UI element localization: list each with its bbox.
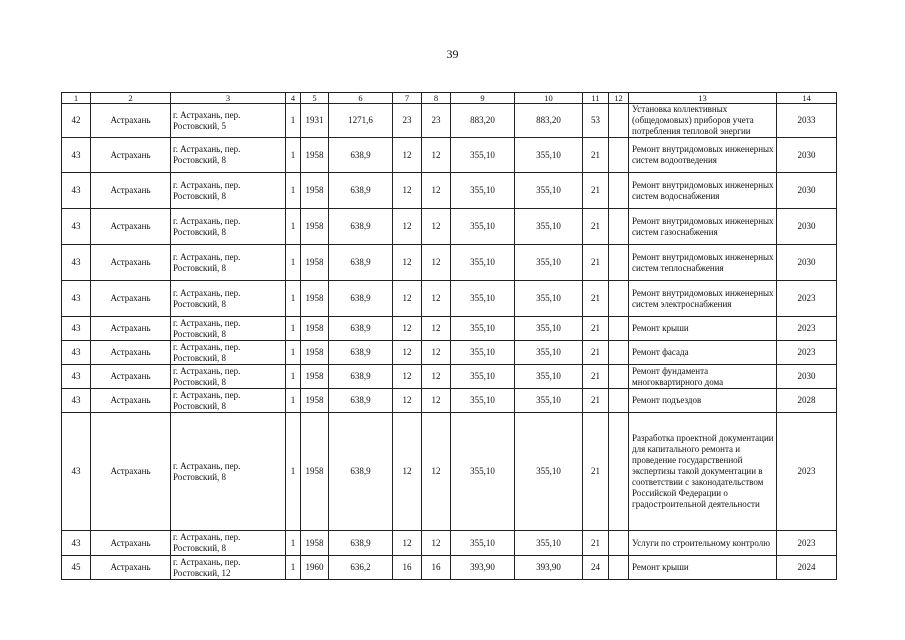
area-cell: 638,9 [329,531,393,556]
year-cell: 1960 [301,556,329,580]
col8-cell: 12 [422,173,451,209]
col9-cell: 355,10 [451,531,515,556]
work-type-cell: Ремонт внутридомовых инженерных систем газоснабжения [629,209,777,245]
row-number-cell: 43 [62,413,91,531]
col7-cell: 12 [393,531,422,556]
col4-cell: 1 [286,173,301,209]
table-row [62,104,837,138]
deadline-cell: 2030 [777,173,837,209]
table-row [62,365,837,389]
area-cell: 636,2 [329,556,393,580]
col8-cell: 12 [422,341,451,365]
column-number-header: 13 [629,93,777,104]
year-cell: 1958 [301,365,329,389]
row-number-cell: 43 [62,173,91,209]
area-cell: 638,9 [329,245,393,281]
col8-cell: 12 [422,281,451,317]
deadline-cell: 2030 [777,138,837,173]
city-cell: Астрахань [91,281,171,317]
col10-cell: 355,10 [515,173,583,209]
year-cell: 1958 [301,341,329,365]
city-cell: Астрахань [91,531,171,556]
col7-cell: 12 [393,389,422,413]
city-cell: Астрахань [91,317,171,341]
year-cell: 1958 [301,531,329,556]
col7-cell: 12 [393,413,422,531]
col12-cell [609,531,629,556]
col8-cell: 12 [422,245,451,281]
table-row [62,173,837,209]
deadline-cell: 2023 [777,341,837,365]
col12-cell [609,281,629,317]
year-cell: 1958 [301,317,329,341]
deadline-cell: 2024 [777,556,837,580]
row-number-cell: 43 [62,365,91,389]
address-cell: г. Астрахань, пер. Ростовский, 8 [171,209,286,245]
col11-cell: 21 [583,138,609,173]
deadline-cell: 2023 [777,317,837,341]
col10-cell: 355,10 [515,389,583,413]
col7-cell: 16 [393,556,422,580]
col7-cell: 12 [393,341,422,365]
table-row [62,317,837,341]
deadline-cell: 2030 [777,209,837,245]
column-number-header: 3 [171,93,286,104]
table-row [62,245,837,281]
table-row [62,138,837,173]
col11-cell: 21 [583,317,609,341]
city-cell: Астрахань [91,245,171,281]
col4-cell: 1 [286,245,301,281]
col8-cell: 12 [422,209,451,245]
year-cell: 1958 [301,138,329,173]
city-cell: Астрахань [91,138,171,173]
page-number: 39 [446,47,459,61]
city-cell: Астрахань [91,365,171,389]
col10-cell: 355,10 [515,365,583,389]
deadline-cell: 2023 [777,413,837,531]
row-number-cell: 42 [62,104,91,138]
col8-cell: 12 [422,413,451,531]
col12-cell [609,173,629,209]
table-row [62,531,837,556]
address-cell: г. Астрахань, пер. Ростовский, 5 [171,104,286,138]
table-row [62,413,837,531]
column-number-header: 8 [422,93,451,104]
work-type-cell: Ремонт подъездов [629,389,777,413]
work-type-cell: Ремонт внутридомовых инженерных систем водоотведения [629,138,777,173]
column-number-header: 6 [329,93,393,104]
row-number-cell: 43 [62,209,91,245]
area-cell: 638,9 [329,317,393,341]
col4-cell: 1 [286,138,301,173]
table-row [62,281,837,317]
col11-cell: 53 [583,104,609,138]
col10-cell: 355,10 [515,317,583,341]
column-number-header: 11 [583,93,609,104]
col4-cell: 1 [286,317,301,341]
column-number-header: 10 [515,93,583,104]
col7-cell: 12 [393,281,422,317]
col10-cell: 355,10 [515,245,583,281]
address-cell: г. Астрахань, пер. Ростовский, 8 [171,138,286,173]
deadline-cell: 2030 [777,365,837,389]
col4-cell: 1 [286,389,301,413]
col8-cell: 23 [422,104,451,138]
col8-cell: 12 [422,317,451,341]
col11-cell: 21 [583,281,609,317]
column-number-header: 5 [301,93,329,104]
col9-cell: 355,10 [451,281,515,317]
deadline-cell: 2028 [777,389,837,413]
col10-cell: 355,10 [515,531,583,556]
column-number-header: 12 [609,93,629,104]
address-cell: г. Астрахань, пер. Ростовский, 8 [171,245,286,281]
col4-cell: 1 [286,531,301,556]
col4-cell: 1 [286,341,301,365]
col9-cell: 355,10 [451,173,515,209]
col9-cell: 355,10 [451,365,515,389]
table-row [62,341,837,365]
col9-cell: 355,10 [451,317,515,341]
row-number-cell: 43 [62,317,91,341]
col9-cell: 355,10 [451,138,515,173]
col9-cell: 355,10 [451,245,515,281]
col7-cell: 12 [393,138,422,173]
col11-cell: 21 [583,413,609,531]
col8-cell: 12 [422,365,451,389]
col7-cell: 12 [393,317,422,341]
col10-cell: 355,10 [515,281,583,317]
year-cell: 1958 [301,209,329,245]
col12-cell [609,365,629,389]
year-cell: 1958 [301,173,329,209]
area-cell: 638,9 [329,389,393,413]
city-cell: Астрахань [91,389,171,413]
col11-cell: 21 [583,389,609,413]
col12-cell [609,104,629,138]
area-cell: 638,9 [329,341,393,365]
deadline-cell: 2023 [777,281,837,317]
address-cell: г. Астрахань, пер. Ростовский, 8 [171,413,286,531]
row-number-cell: 45 [62,556,91,580]
area-cell: 638,9 [329,281,393,317]
address-cell: г. Астрахань, пер. Ростовский, 8 [171,173,286,209]
table-row [62,389,837,413]
column-number-header: 4 [286,93,301,104]
year-cell: 1958 [301,389,329,413]
col9-cell: 393,90 [451,556,515,580]
col7-cell: 12 [393,245,422,281]
city-cell: Астрахань [91,209,171,245]
row-number-cell: 43 [62,281,91,317]
col9-cell: 355,10 [451,341,515,365]
row-number-cell: 43 [62,389,91,413]
work-type-cell: Ремонт фундамента многоквартирного дома [629,365,777,389]
col7-cell: 12 [393,173,422,209]
col12-cell [609,389,629,413]
repair-program-table [61,92,837,580]
col4-cell: 1 [286,104,301,138]
col11-cell: 21 [583,245,609,281]
address-cell: г. Астрахань, пер. Ростовский, 8 [171,389,286,413]
col11-cell: 21 [583,209,609,245]
city-cell: Астрахань [91,413,171,531]
col4-cell: 1 [286,365,301,389]
address-cell: г. Астрахань, пер. Ростовский, 8 [171,341,286,365]
col4-cell: 1 [286,413,301,531]
col12-cell [609,317,629,341]
col11-cell: 21 [583,531,609,556]
col9-cell: 355,10 [451,389,515,413]
col7-cell: 12 [393,209,422,245]
deadline-cell: 2033 [777,104,837,138]
row-number-cell: 43 [62,341,91,365]
row-number-cell: 43 [62,531,91,556]
work-type-cell: Разработка проектной документации для капитального ремонта и проведение государственной экспертизы такой документации в соответствии с законодательством Российской Федерации о градостроительной деятельности [629,413,777,531]
work-type-cell: Ремонт фасада [629,341,777,365]
area-cell: 638,9 [329,209,393,245]
col10-cell: 355,10 [515,138,583,173]
col10-cell: 355,10 [515,341,583,365]
address-cell: г. Астрахань, пер. Ростовский, 8 [171,365,286,389]
work-type-cell: Ремонт крыши [629,556,777,580]
col9-cell: 355,10 [451,209,515,245]
year-cell: 1931 [301,104,329,138]
col4-cell: 1 [286,556,301,580]
col8-cell: 12 [422,389,451,413]
col10-cell: 355,10 [515,209,583,245]
deadline-cell: 2030 [777,245,837,281]
city-cell: Астрахань [91,173,171,209]
col12-cell [609,413,629,531]
address-cell: г. Астрахань, пер. Ростовский, 8 [171,317,286,341]
address-cell: г. Астрахань, пер. Ростовский, 12 [171,556,286,580]
address-cell: г. Астрахань, пер. Ростовский, 8 [171,281,286,317]
area-cell: 638,9 [329,138,393,173]
col12-cell [609,556,629,580]
area-cell: 638,9 [329,173,393,209]
column-number-header: 7 [393,93,422,104]
work-type-cell: Услуги по строительному контролю [629,531,777,556]
col11-cell: 21 [583,173,609,209]
work-type-cell: Ремонт крыши [629,317,777,341]
year-cell: 1958 [301,245,329,281]
col9-cell: 883,20 [451,104,515,138]
table-row [62,209,837,245]
col10-cell: 393,90 [515,556,583,580]
col11-cell: 24 [583,556,609,580]
col7-cell: 12 [393,365,422,389]
city-cell: Астрахань [91,104,171,138]
table-header-row [62,93,837,104]
area-cell: 638,9 [329,365,393,389]
column-number-header: 2 [91,93,171,104]
work-type-cell: Ремонт внутридомовых инженерных систем электроснабжения [629,281,777,317]
year-cell: 1958 [301,281,329,317]
area-cell: 638,9 [329,413,393,531]
row-number-cell: 43 [62,245,91,281]
column-number-header: 14 [777,93,837,104]
work-type-cell: Ремонт внутридомовых инженерных систем водоснабжения [629,173,777,209]
row-number-cell: 43 [62,138,91,173]
col12-cell [609,209,629,245]
col11-cell: 21 [583,341,609,365]
col8-cell: 12 [422,531,451,556]
col8-cell: 12 [422,138,451,173]
col4-cell: 1 [286,209,301,245]
work-type-cell: Установка коллективных (общедомовых) приборов учета потребления тепловой энергии [629,104,777,138]
area-cell: 1271,6 [329,104,393,138]
col9-cell: 355,10 [451,413,515,531]
city-cell: Астрахань [91,556,171,580]
col7-cell: 23 [393,104,422,138]
col12-cell [609,341,629,365]
work-type-cell: Ремонт внутридомовых инженерных систем теплоснабжения [629,245,777,281]
col8-cell: 16 [422,556,451,580]
col11-cell: 21 [583,365,609,389]
deadline-cell: 2023 [777,531,837,556]
col10-cell: 883,20 [515,104,583,138]
city-cell: Астрахань [91,341,171,365]
col12-cell [609,245,629,281]
column-number-header: 1 [62,93,91,104]
col12-cell [609,138,629,173]
col10-cell: 355,10 [515,413,583,531]
column-number-header: 9 [451,93,515,104]
address-cell: г. Астрахань, пер. Ростовский, 8 [171,531,286,556]
col4-cell: 1 [286,281,301,317]
year-cell: 1958 [301,413,329,531]
table-row [62,556,837,580]
